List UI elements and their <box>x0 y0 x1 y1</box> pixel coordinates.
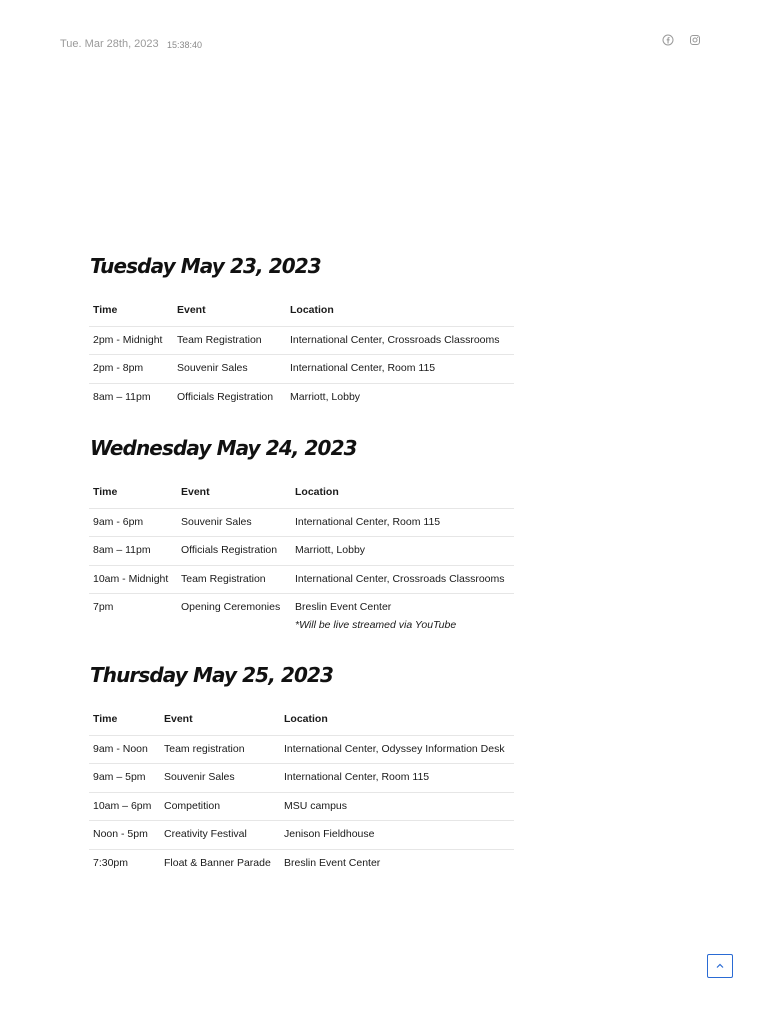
table-header-row <box>89 707 514 735</box>
event-cell: Officials Registration <box>173 383 286 411</box>
event-cell: Competition <box>160 792 280 821</box>
schedule-table-thursday <box>89 707 514 877</box>
column-header: Event <box>181 486 210 498</box>
location-cell: International Center, Crossroads Classrooms <box>286 326 514 355</box>
scroll-to-top-button[interactable] <box>707 954 733 978</box>
time-cell: 10am - Midnight <box>89 565 177 594</box>
location-cell: Marriott, Lobby <box>286 383 514 411</box>
time-cell: 7:30pm <box>89 849 160 877</box>
table-row <box>89 383 514 411</box>
location-text: Breslin Event Center <box>295 601 392 613</box>
location-cell: MSU campus <box>280 792 514 821</box>
location-cell: Marriott, Lobby <box>291 537 514 566</box>
event-cell: Opening Ceremonies <box>177 594 291 640</box>
table-row <box>89 792 514 821</box>
time-cell: 10am – 6pm <box>89 792 160 821</box>
location-cell: International Center, Odyssey Information Desk <box>280 735 514 764</box>
table-row <box>89 735 514 764</box>
event-cell: Officials Registration <box>177 537 291 566</box>
table-row <box>89 326 514 355</box>
time-cell: 8am – 11pm <box>89 537 177 566</box>
time-cell: 9am – 5pm <box>89 764 160 793</box>
facebook-icon[interactable] <box>662 34 674 46</box>
column-header: Time <box>93 486 118 498</box>
column-header: Event <box>177 304 206 316</box>
table-row <box>89 537 514 566</box>
location-cell: Jenison Fieldhouse <box>280 821 514 850</box>
day-heading-thursday: Thursday May 25, 2023 <box>90 663 334 687</box>
time-cell: 7pm <box>89 594 177 640</box>
column-header: Location <box>290 304 334 316</box>
event-cell: Souvenir Sales <box>160 764 280 793</box>
event-cell: Souvenir Sales <box>177 508 291 537</box>
top-bar <box>0 0 768 80</box>
day-heading-wednesday: Wednesday May 24, 2023 <box>90 436 357 460</box>
table-row <box>89 849 514 877</box>
column-header: Event <box>164 713 193 725</box>
time-cell: 2pm - 8pm <box>89 355 173 384</box>
event-cell: Team registration <box>160 735 280 764</box>
location-cell: International Center, Room 115 <box>291 508 514 537</box>
table-header-row <box>89 480 514 508</box>
location-cell: International Center, Crossroads Classrooms <box>291 565 514 594</box>
event-cell: Team Registration <box>177 565 291 594</box>
event-cell: Team Registration <box>173 326 286 355</box>
day-heading-tuesday: Tuesday May 23, 2023 <box>90 254 321 278</box>
table-row <box>89 821 514 850</box>
current-date: Tue. Mar 28th, 2023 <box>60 38 159 50</box>
column-header: Time <box>93 713 118 725</box>
schedule-table-wednesday <box>89 480 514 639</box>
column-header: Location <box>295 486 339 498</box>
location-cell: Breslin Event Center <box>280 849 514 877</box>
event-cell: Float & Banner Parade <box>160 849 280 877</box>
time-cell: 9am - Noon <box>89 735 160 764</box>
schedule-table-tuesday <box>89 298 514 411</box>
location-cell: International Center, Room 115 <box>286 355 514 384</box>
event-cell: Souvenir Sales <box>173 355 286 384</box>
time-cell: Noon - 5pm <box>89 821 160 850</box>
time-cell: 2pm - Midnight <box>89 326 173 355</box>
table-row <box>89 508 514 537</box>
event-cell: Creativity Festival <box>160 821 280 850</box>
chevron-up-icon <box>715 961 725 971</box>
location-cell: International Center, Room 115 <box>280 764 514 793</box>
table-row <box>89 565 514 594</box>
time-cell: 9am - 6pm <box>89 508 177 537</box>
time-cell: 8am – 11pm <box>89 383 173 411</box>
column-header: Time <box>93 304 118 316</box>
table-row <box>89 355 514 384</box>
table-header-row <box>89 298 514 326</box>
table-row <box>89 764 514 793</box>
column-header: Location <box>284 713 328 725</box>
current-time: 15:38:40 <box>167 40 203 50</box>
instagram-icon[interactable] <box>689 34 701 46</box>
table-row <box>89 594 514 640</box>
livestream-note: *Will be live streamed via YouTube <box>295 618 457 631</box>
location-cell <box>291 594 514 640</box>
